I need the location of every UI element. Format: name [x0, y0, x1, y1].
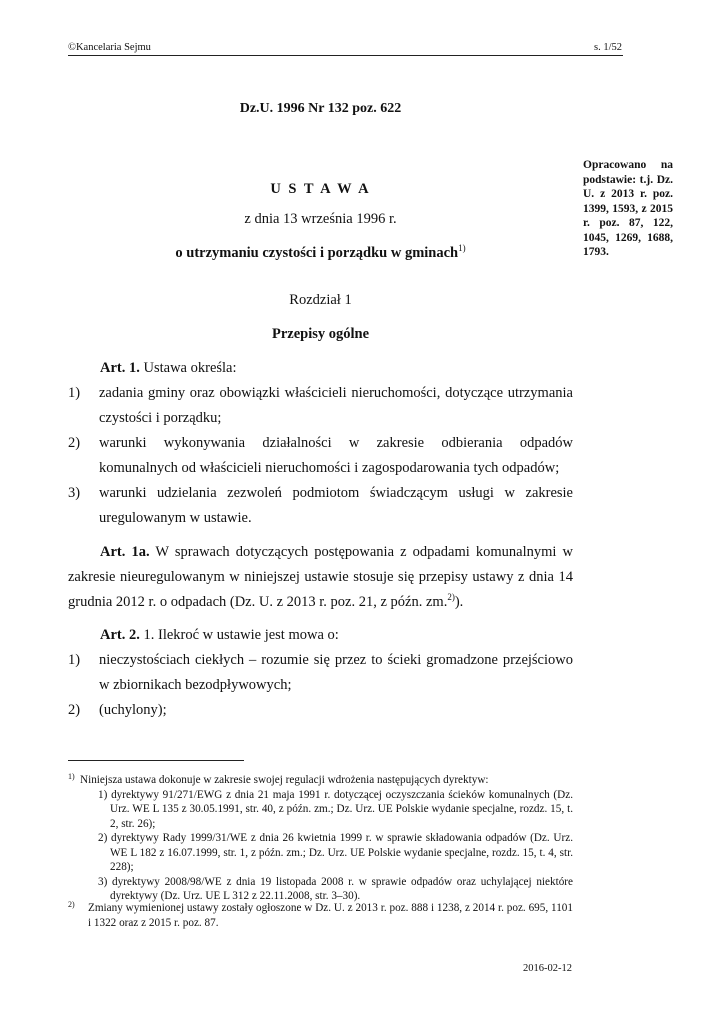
document-type: U S T A W A: [270, 181, 371, 197]
footnote-2-mark: 2): [68, 900, 75, 909]
page-number: s. 1/52: [593, 42, 622, 53]
list-item-number: 2): [68, 702, 81, 718]
footnote-1-item: 3) dyrektywy 2008/98/WE z dnia 19 listopada 2008 r. w sprawie odpadów oraz uchylającej niektóre dyrektywy (Dz. Urz. UE L 312 z 22.11.2008, str. 3–30).: [98, 875, 573, 902]
article-1a-label: Art. 1a.: [100, 544, 150, 560]
document-title: [68, 245, 573, 262]
chapter-number: Rozdział 1: [289, 292, 352, 308]
source-note: Opracowano na podstawie: t.j. Dz. U. z 2013 r. poz. 1399, 1593, z 2015 r. poz. 87, 122, 1045, 1269, 1688, 1793.: [583, 159, 673, 258]
article-2-label: Art. 2.: [100, 627, 140, 643]
list-item-text: (uchylony);: [99, 702, 167, 718]
header-source: ©Kancelaria Sejmu: [68, 42, 151, 53]
list-item-number: 3): [68, 485, 81, 501]
footnote-ref-2[interactable]: 2): [447, 592, 455, 603]
footnote-2-text: Zmiany wymienionej ustawy zostały ogłoszone w Dz. U. z 2013 r. poz. 888 i 1238, z 2014 r. poz. 695, 1101 i 1322 oraz z 2015 r. poz. 87.: [88, 902, 573, 929]
footer-date: 2016-02-12: [523, 963, 572, 974]
footnote-1-item: 1) dyrektywy 91/271/EWG z dnia 21 maja 1991 r. dotyczącej oczyszczania ścieków komunalnych (Dz. Urz. WE L 135 z 30.05.1991, str. 40, z późn. zm.; Dz. Urz. UE Polskie wydanie specjalne, rozdz. 15, t. 2, str. 26);: [98, 788, 573, 830]
article-1a-tail: ).: [454, 594, 464, 610]
list-item-text: warunki wykonywania działalności w zakresie odbierania odpadów komunalnych od właścicieli nieruchomości i zagospodarowania tych odpadów;: [99, 435, 573, 476]
list-item-number: 1): [68, 652, 81, 668]
footnote-1-item: 2) dyrektywy Rady 1999/31/WE z dnia 26 kwietnia 1999 r. w sprawie składowania odpadów (Dz. Urz. WE L 182 z 16.07.1999, str. 1, z późn. zm.; Dz. Urz. UE Polskie wydanie specjalne, rozdz. 15, t. 4, str. 228);: [98, 832, 573, 873]
footnote-1-mark: 1): [68, 772, 75, 781]
article-2-lead: [100, 623, 573, 648]
list-item-number: 1): [68, 385, 81, 401]
list-item-text: nieczystościach ciekłych – rozumie się przez to ścieki gromadzone przejściowo w zbiornikach bezodpływowych;: [99, 652, 573, 693]
article-2-lead-text: 1. Ilekroć w ustawie jest mowa o:: [139, 627, 339, 643]
chapter-title: Przepisy ogólne: [271, 326, 370, 342]
footnote-ref-1[interactable]: 1): [458, 243, 466, 254]
footnote-2: [68, 901, 573, 935]
document-title-text: o utrzymaniu czystości i porządku w gminach: [175, 245, 459, 261]
footnote-1-intro: Niniejsza ustawa dokonuje w zakresie swojej regulacji wdrożenia następujących dyrektyw:: [80, 774, 489, 786]
header-divider: [68, 55, 623, 56]
document-date: z dnia 13 września 1996 r.: [244, 211, 397, 227]
article-1a-text: W sprawach dotyczących postępowania z odpadami komunalnymi w zakresie nieuregulowanym w niniejszej ustawie stosuje się przepisy ustawy z dnia 14 grudnia 2012 r. o odpadach (Dz. U. z 2013 r. poz. 21, z późn. zm.: [68, 544, 573, 610]
article-1-label: Art. 1.: [100, 360, 140, 376]
list-item-number: 2): [68, 435, 81, 451]
article-1-lead-text: Ustawa określa:: [139, 360, 237, 376]
list-item-text: warunki udzielania zezwoleń podmiotom świadczącym usługi w zakresie uregulowanym w ustawie.: [99, 485, 573, 526]
footnote-divider: [68, 760, 244, 761]
article-1a: [68, 540, 573, 615]
footnote-1: [68, 773, 573, 903]
footnote-1-body: [80, 773, 573, 904]
article-1-lead: [100, 356, 573, 381]
list-item-text: zadania gminy oraz obowiązki właścicieli nieruchomości, dotyczące utrzymania czystości i porządku;: [99, 385, 573, 426]
document-reference: Dz.U. 1996 Nr 132 poz. 622: [239, 101, 402, 116]
